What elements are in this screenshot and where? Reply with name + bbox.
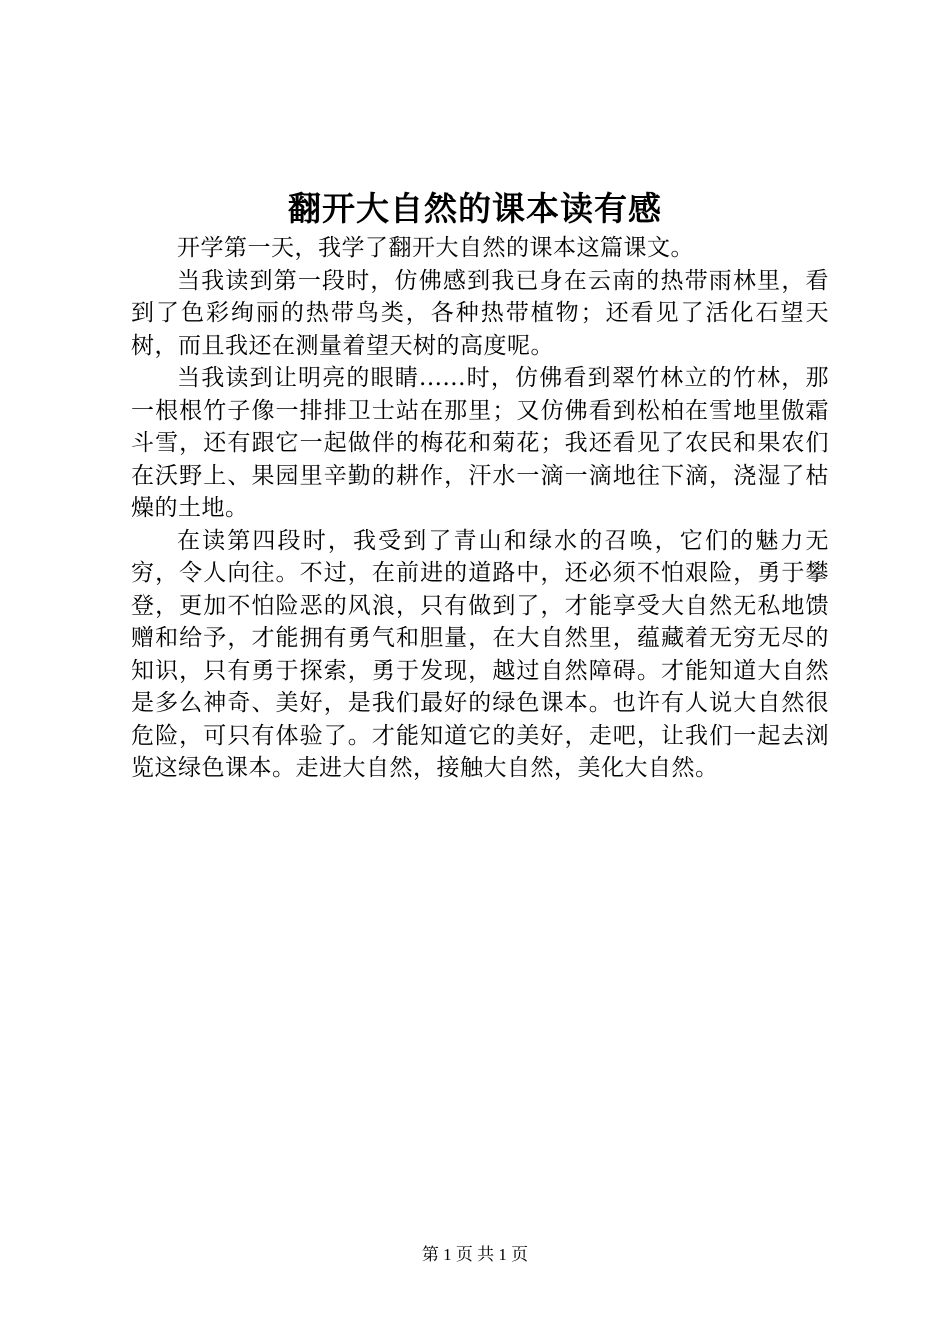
paragraph-2: 当我读到第一段时，仿佛感到我已身在云南的热带雨林里，看到了色彩绚丽的热带鸟类，各种热带植物；还看见了活化石望天树，而且我还在测量着望天树的高度呢。 [131, 267, 829, 359]
paragraph-1: 开学第一天，我学了翻开大自然的课本这篇课文。 [177, 235, 694, 261]
paragraph-3: 当我读到让明亮的眼睛......时，仿佛看到翠竹林立的竹林，那一根根竹子像一排排卫士站在那里；又仿佛看到松柏在雪地里傲霜斗雪，还有跟它一起做伴的梅花和菊花；我还看见了农民和果农们在沃野上、果园里辛勤的耕作，汗水一滴一滴地往下滴，浇湿了枯燥的土地。 [131, 365, 829, 521]
document-title: 翻开大自然的课本读有感 [288, 189, 662, 228]
document-body [131, 232, 829, 785]
page-footer: 第 1 页 共 1 页 [421, 1245, 529, 1264]
paragraph-4: 在读第四段时，我受到了青山和绿水的召唤，它们的魅力无穷，令人向往。不过，在前进的道路中，还必须不怕艰险，勇于攀登，更加不怕险恶的风浪，只有做到了，才能享受大自然无私地馈赠和给予，才能拥有勇气和胆量，在大自然里，蕴藏着无穷无尽的知识，只有勇于探索，勇于发现，越过自然障碍。才能知道大自然是多么神奇、美好，是我们最好的绿色课本。也许有人说大自然很危险，可只有体验了。才能知道它的美好，走吧，让我们一起去浏览这绿色课本。走进大自然，接触大自然，美化大自然。 [131, 527, 829, 781]
